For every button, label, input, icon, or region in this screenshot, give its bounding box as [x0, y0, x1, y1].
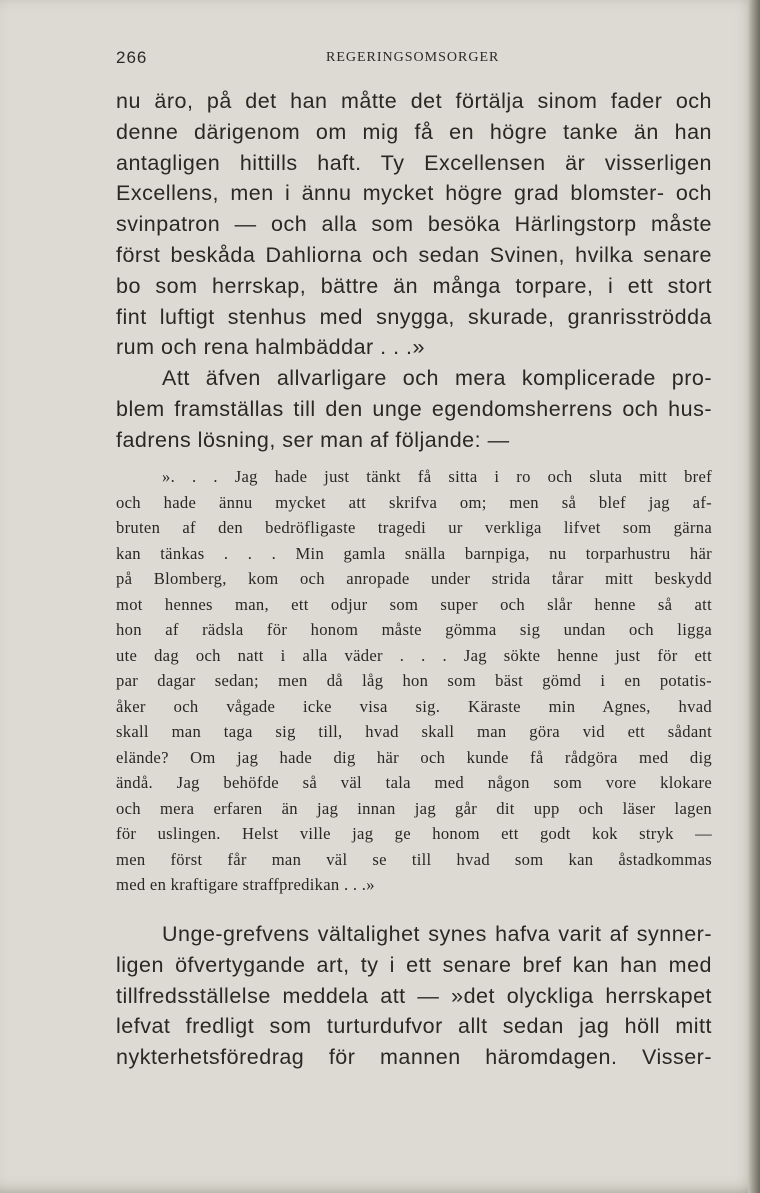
letter-line: bruten af den bedröfligaste tragedi ur verkliga lifvet som gärna — [116, 518, 712, 537]
letter-line: med en kraftigare straffpredikan . . .» — [116, 875, 375, 894]
letter-line: kan tänkas . . . Min gamla snälla barnpiga, nu torparhustru här — [116, 543, 712, 563]
text-line: lefvat fredligt som turturdufvor allt sedan jag höll mitt — [116, 1014, 712, 1039]
letter-line: hon af rädsla för honom måste gömma sig undan och ligga — [116, 620, 712, 639]
text-line: bo som herrskap, bättre än många torpare, i ett stort — [116, 273, 712, 298]
text-line: först beskåda Dahliorna och sedan Svinen, hvilka senare — [116, 242, 712, 267]
text-line: fadrens lösning, ser man af följande: — — [116, 427, 510, 452]
text-line: denne därigenom om mig få en högre tanke än han — [116, 119, 712, 144]
page-edge — [748, 0, 760, 1193]
text-line: ligen öfvertygande art, ty i ett senare bref kan han med — [116, 952, 712, 977]
page-header — [116, 48, 711, 72]
letter-line: mot hennes man, ett odjur som super och slår henne så att — [116, 594, 712, 614]
letter-line: åker och vågade icke visa sig. Käraste min Agnes, hvad — [116, 696, 712, 716]
text-line: Att äfven allvarligare och mera komplicerade pro- — [162, 366, 712, 391]
text-line: blem framställas till den unge egendomsherrens och hus- — [116, 396, 712, 421]
text-line: svinpatron — och alla som besöka Härlingstorp måste — [116, 212, 712, 237]
text-line: nykterhetsföredrag för mannen häromdagen. Visser- — [116, 1045, 712, 1070]
letter-line: skall man taga sig till, hvad skall man göra vid ett sådant — [116, 722, 712, 741]
text-line: Excellens, men i ännu mycket högre grad blomster- och — [116, 181, 712, 206]
letter-line: och hade ännu mycket att skrifva om; men så blef jag af- — [116, 492, 712, 512]
letter-line: elände? Om jag hade dig här och kunde få rådgöra med dig — [116, 747, 712, 767]
running-title: REGERINGSOMSORGER — [326, 50, 500, 65]
text-line: fint luftigt stenhus med snygga, skurade, granrisströdda — [116, 304, 712, 329]
page-number: 266 — [116, 48, 148, 67]
body-paragraphs — [116, 86, 712, 456]
letter-line: på Blomberg, kom och anropade under strida tårar mitt beskydd — [116, 569, 712, 588]
letter-line: men först får man väl se till hvad som kan åstadkommas — [116, 849, 712, 869]
letter-line: ute dag och natt i alla väder . . . Jag sökte henne just för ett — [116, 645, 712, 665]
letter-line: för uslingen. Helst ville jag ge honom ett godt kok stryk — — [116, 824, 712, 843]
letter-line: ». . . Jag hade just tänkt få sitta i ro och sluta mitt bref — [162, 467, 712, 486]
letter-line: ändå. Jag behöfde så väl tala med någon som vore klokare — [116, 773, 712, 792]
text-line: rum och rena halmbäddar . . .» — [116, 335, 425, 360]
text-line: Unge-grefvens vältalighet synes hafva varit af synner- — [162, 922, 712, 946]
text-line: nu äro, på det han måtte det förtälja sinom fader och — [116, 89, 712, 113]
letter-quotation — [116, 464, 712, 898]
closing-paragraph — [116, 919, 712, 1073]
text-line: tillfredsställelse meddela att — »det olyckliga herrskapet — [116, 983, 712, 1008]
letter-line: par dagar sedan; men då låg hon som bäst gömd i en potatis- — [116, 671, 712, 690]
text-line: antagligen hittills haft. Ty Excellensen är visserligen — [116, 150, 712, 175]
letter-line: och mera erfaren än jag innan jag går dit upp och läser lagen — [116, 798, 712, 818]
